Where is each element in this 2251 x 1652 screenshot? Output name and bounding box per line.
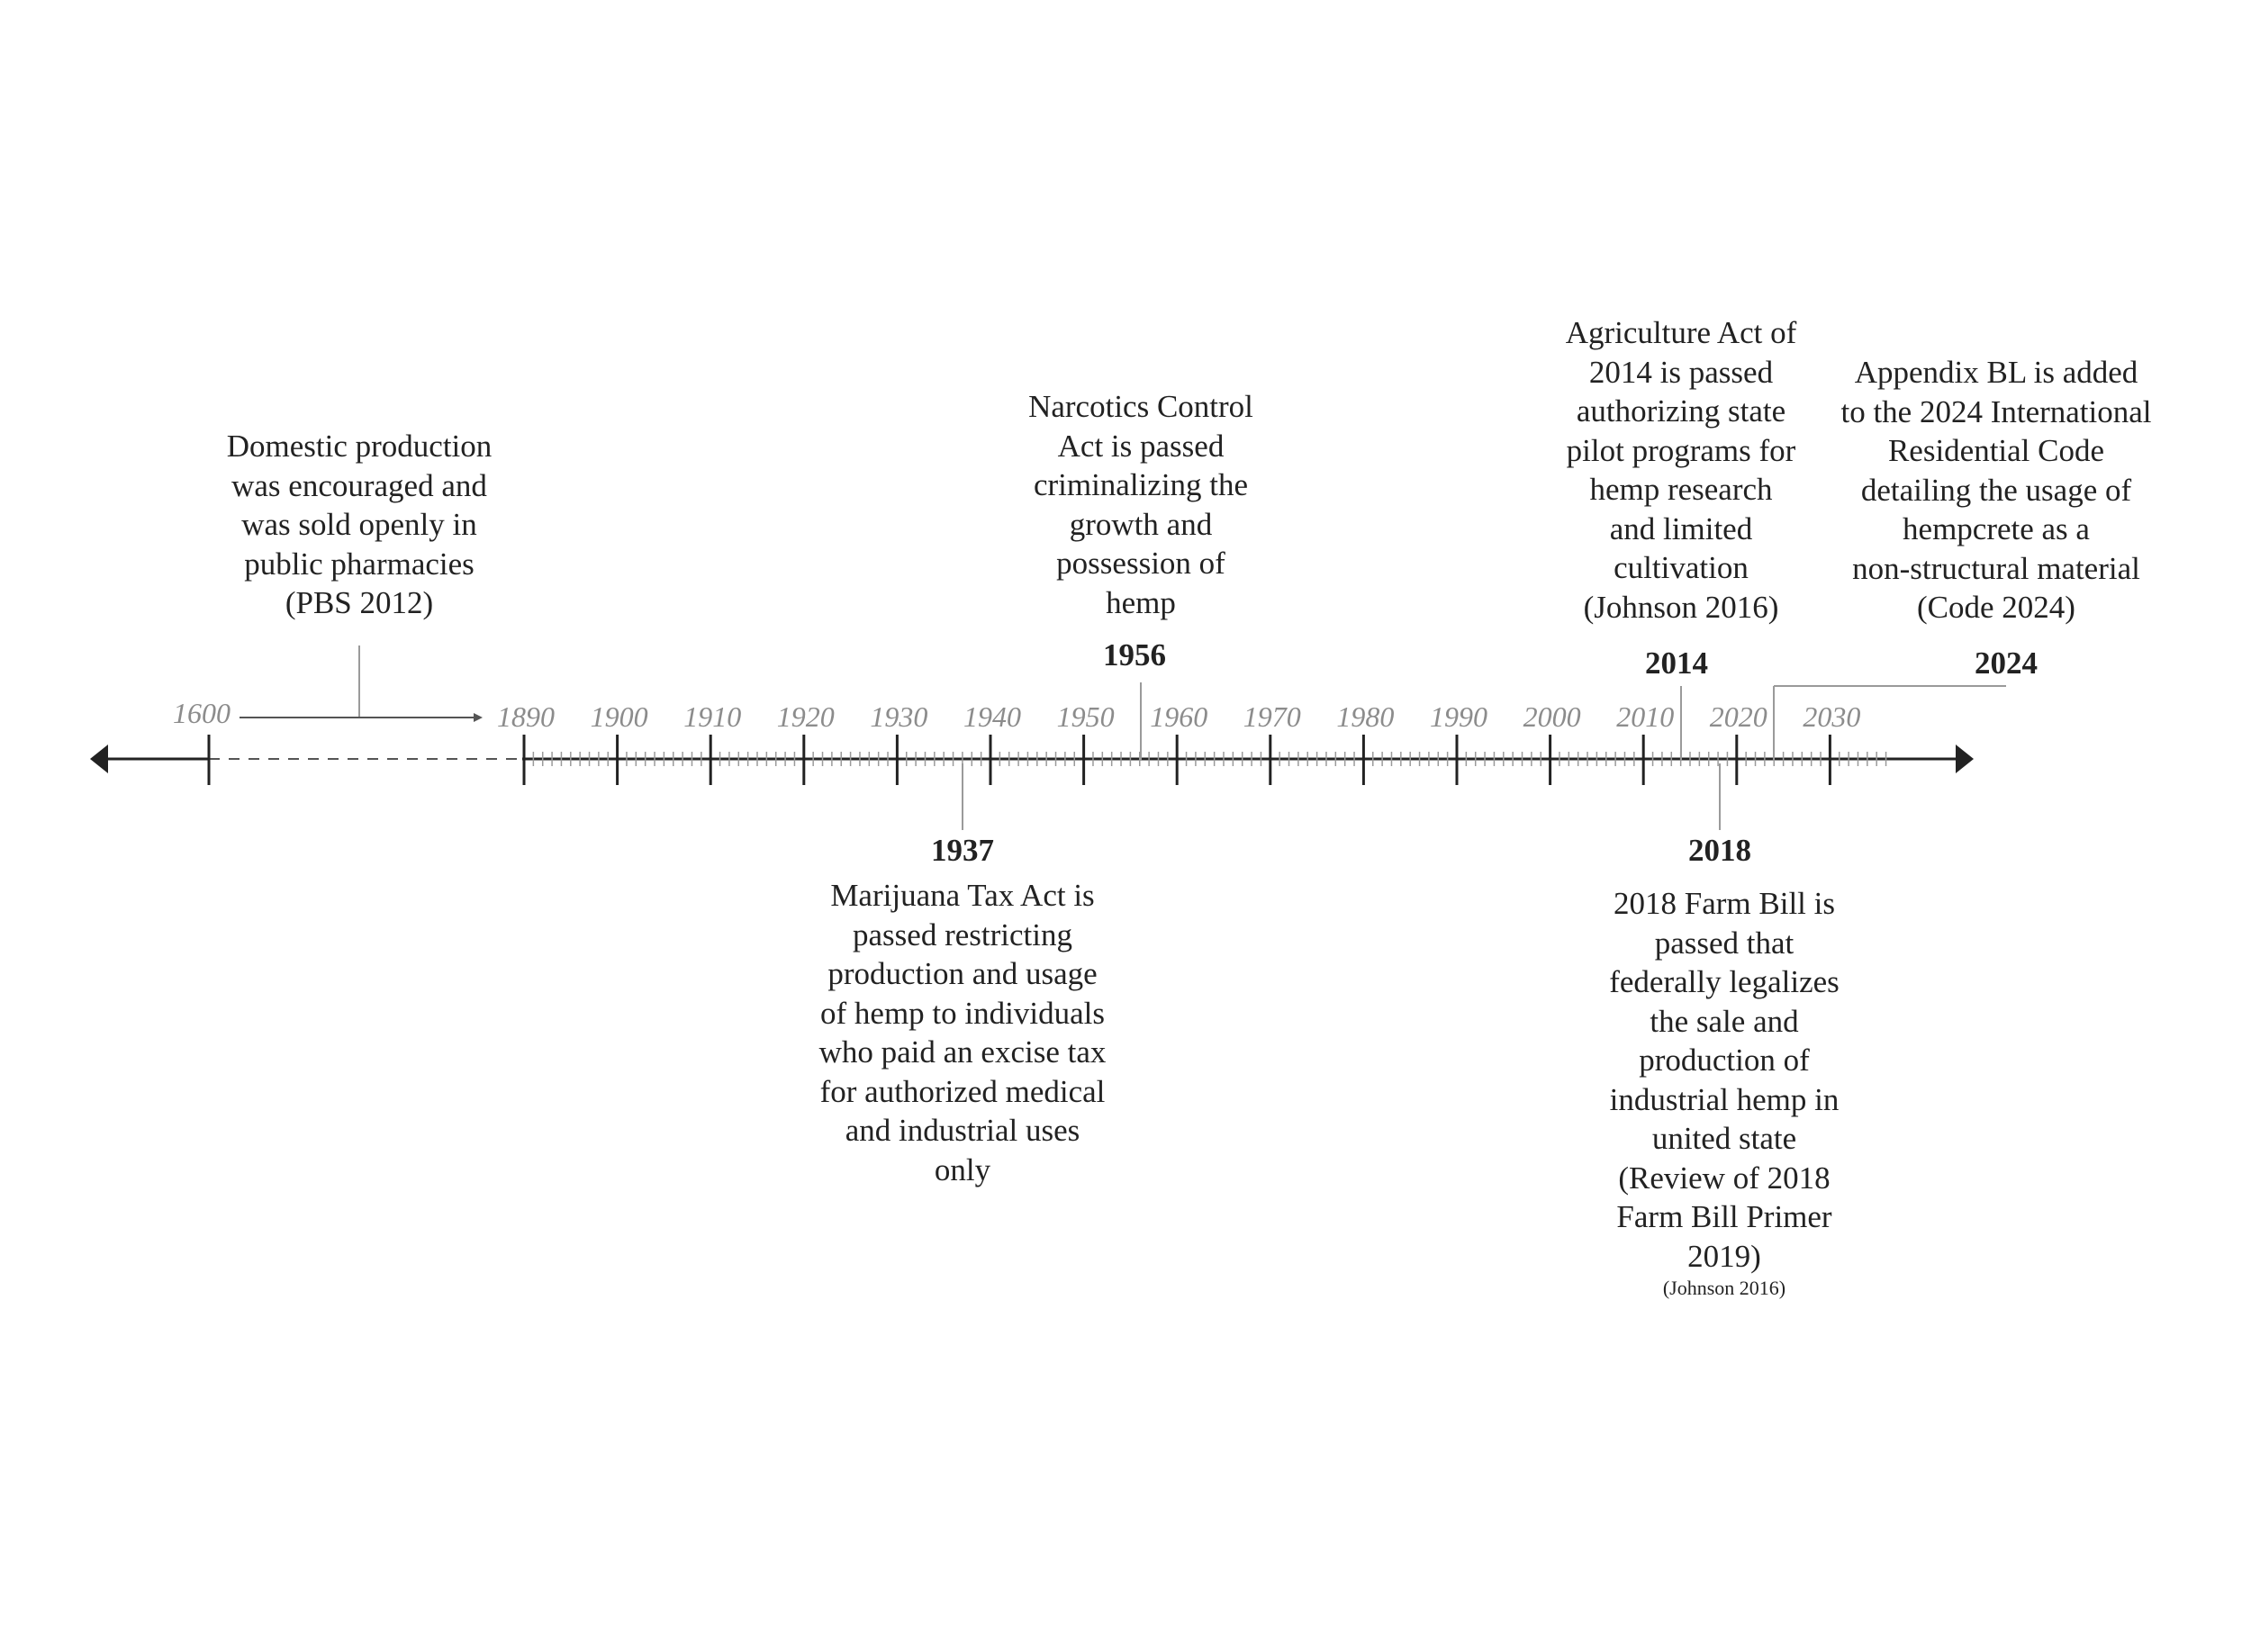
event-2024-appendix-bl: [1816, 353, 2176, 627]
tick-label-2000: 2000: [1523, 700, 1581, 733]
event-2018-farm-bill: [1580, 884, 1868, 1276]
event-line: cultivation: [1614, 550, 1749, 585]
event-line: united state: [1651, 1121, 1797, 1156]
event-line: pilot programs for: [1566, 432, 1796, 468]
event-line: to the 2024 International: [1840, 393, 2152, 429]
event-line: hempcrete as a: [1903, 511, 2090, 546]
event-line: was sold openly in: [241, 507, 477, 542]
event-line: Appendix BL is added: [1854, 355, 2138, 390]
event-1937-marijuana-tax-act: [791, 876, 1134, 1189]
tick-label-1940: 1940: [963, 700, 1021, 733]
left-arrowhead: [90, 745, 108, 773]
event-line: (PBS 2012): [285, 585, 434, 620]
event-line: 2018 Farm Bill is: [1614, 886, 1835, 921]
tick-label-1960: 1960: [1150, 700, 1208, 733]
year-label-2024: 2024: [1975, 645, 2038, 681]
event-line: industrial hemp in: [1609, 1081, 1840, 1117]
event-line: federally legalizes: [1609, 964, 1840, 999]
event-line: production and usage: [827, 956, 1098, 991]
event-line: hemp research: [1589, 472, 1773, 507]
event-line: who paid an excise tax: [818, 1034, 1107, 1070]
tick-label-1600: 1600: [173, 697, 231, 729]
tick-label-1970: 1970: [1243, 700, 1301, 733]
event-line: was encouraged and: [231, 467, 487, 503]
tick-label-1890: 1890: [497, 700, 555, 733]
event-line: (Johnson 2016): [1583, 589, 1779, 625]
event-2014-agriculture-act: [1541, 313, 1821, 627]
tick-label-1990: 1990: [1430, 700, 1487, 733]
event-1956-narcotics-control-act: [1001, 387, 1280, 622]
event-line: non-structural material: [1852, 550, 2140, 586]
event-line: 2014 is passed: [1588, 354, 1774, 390]
event-line: Domestic production: [226, 429, 493, 464]
event-line: detailing the usage of: [1860, 472, 2132, 508]
event-line: Marijuana Tax Act is: [830, 878, 1095, 913]
event-line: Farm Bill Primer: [1616, 1199, 1832, 1234]
tick-label-1910: 1910: [683, 700, 742, 733]
event-line: for authorized medical: [819, 1073, 1106, 1109]
event-line: passed that: [1654, 925, 1794, 961]
event-line: and industrial uses: [845, 1113, 1080, 1148]
event-line: Act is passed: [1057, 428, 1225, 464]
tick-label-2030: 2030: [1803, 700, 1861, 733]
event-2018-small-citation: (Johnson 2016): [1662, 1277, 1786, 1299]
event-line: criminalizing the: [1033, 467, 1249, 502]
event-line: 2019): [1687, 1238, 1761, 1274]
event-line: public pharmacies: [244, 546, 475, 582]
event-line: growth and: [1069, 506, 1213, 542]
event-line: production of: [1639, 1043, 1810, 1078]
event-line: of hemp to individuals: [820, 995, 1105, 1031]
event-domestic-production: [197, 427, 521, 623]
event-line: authorizing state: [1576, 393, 1786, 429]
event-line: Agriculture Act of: [1565, 315, 1797, 350]
event-line: only: [934, 1151, 991, 1187]
event-line: (Code 2024): [1917, 590, 2075, 625]
event-line: possession of: [1056, 546, 1225, 581]
year-label-1937: 1937: [931, 833, 994, 868]
tick-label-1980: 1980: [1336, 700, 1395, 733]
event-line: Narcotics Control: [1028, 389, 1253, 424]
year-label-2014: 2014: [1645, 645, 1708, 681]
year-label-1956: 1956: [1103, 637, 1166, 673]
tick-label-1920: 1920: [776, 700, 835, 733]
event-line: hemp: [1106, 584, 1176, 620]
year-label-2018: 2018: [1688, 833, 1751, 868]
event-line: the sale and: [1650, 1003, 1799, 1039]
tick-label-2020: 2020: [1709, 700, 1767, 733]
event-line: passed restricting: [853, 916, 1072, 952]
tick-label-1930: 1930: [870, 700, 928, 733]
tick-label-2010: 2010: [1616, 700, 1675, 733]
event-line: Residential Code: [1887, 433, 2105, 468]
event-line: and limited: [1609, 510, 1753, 546]
event-line: (Review of 2018: [1618, 1160, 1831, 1196]
tick-label-1900: 1900: [590, 700, 648, 733]
tick-label-1950: 1950: [1056, 700, 1115, 733]
